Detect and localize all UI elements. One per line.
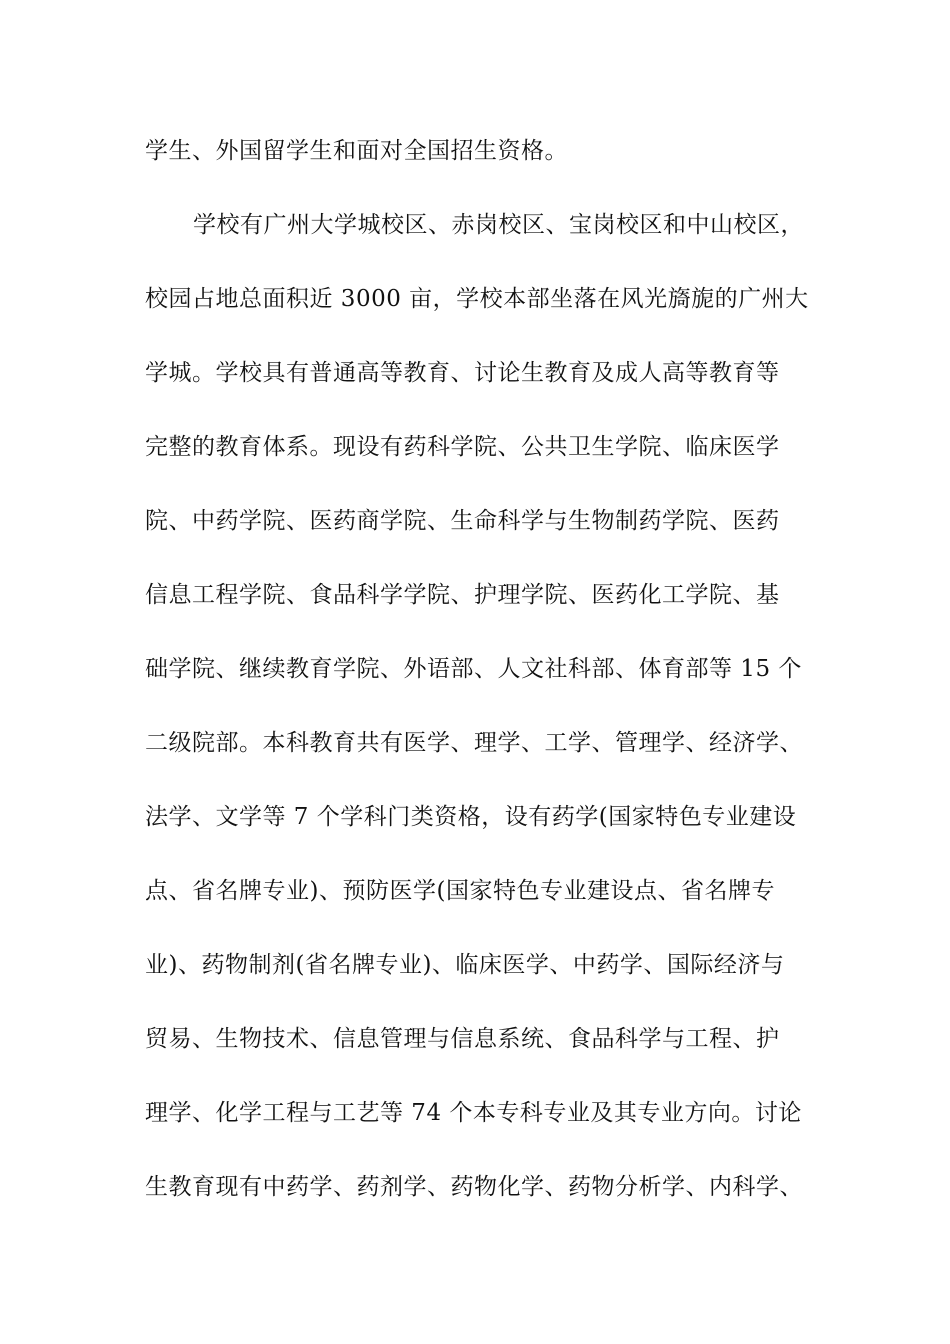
paragraph-line: 法学、文学等 7 个学科门类资格，设有药学(国家特色专业建设 (145, 804, 797, 830)
paragraph-line: 业)、药物制剂(省名牌专业)、临床医学、中药学、国际经济与 (145, 952, 785, 978)
paragraph-line: 学校有广州大学城校区、赤岗校区、宝岗校区和中山校区， (193, 212, 804, 238)
paragraph-line: 学生、外国留学生和面对全国招生资格。 (145, 138, 568, 164)
paragraph-line: 校园占地总面积近 3000 亩，学校本部坐落在风光旖旎的广州大 (145, 286, 809, 312)
paragraph-line: 信息工程学院、食品科学学院、护理学院、医药化工学院、基 (145, 582, 780, 608)
paragraph-line: 学城。学校具有普通高等教育、讨论生教育及成人高等教育等 (145, 360, 780, 386)
paragraph-line: 完整的教育体系。现设有药科学院、公共卫生学院、临床医学 (145, 434, 780, 460)
paragraph-line: 生教育现有中药学、药剂学、药物化学、药物分析学、内科学、 (145, 1174, 803, 1200)
paragraph-line: 二级院部。本科教育共有医学、理学、工学、管理学、经济学、 (145, 730, 803, 756)
paragraph-line: 点、省名牌专业)、预防医学(国家特色专业建设点、省名牌专 (145, 878, 775, 904)
paragraph-line: 院、中药学院、医药商学院、生命科学与生物制药学院、医药 (145, 508, 780, 534)
paragraph-line: 贸易、生物技术、信息管理与信息系统、食品科学与工程、护 (145, 1026, 780, 1052)
paragraph-line: 理学、化学工程与工艺等 74 个本专科专业及其专业方向。讨论 (145, 1100, 802, 1126)
paragraph-line: 础学院、继续教育学院、外语部、人文社科部、体育部等 15 个 (145, 656, 802, 682)
